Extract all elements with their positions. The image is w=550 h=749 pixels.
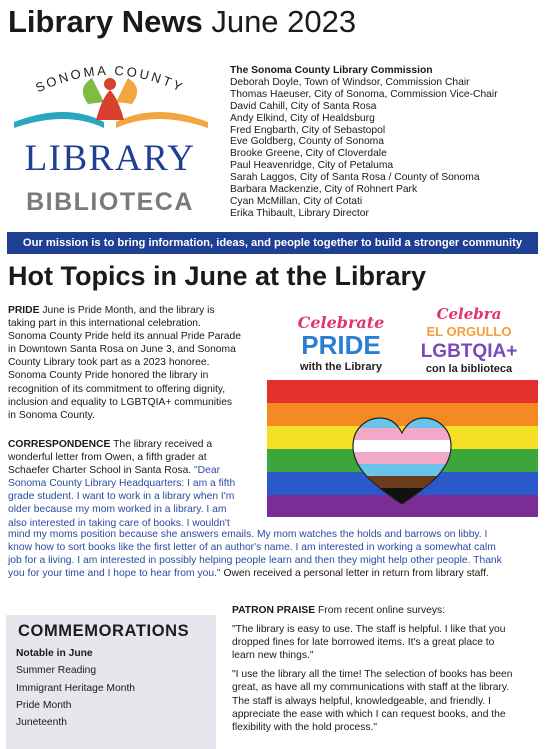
list-item: Juneteenth	[16, 717, 67, 729]
svg-text:con la biblioteca: con la biblioteca	[425, 363, 513, 375]
commission-member: Andy Elkind, City of Healdsburg	[230, 112, 375, 124]
section-heading: Hot Topics in June at the Library	[8, 261, 427, 291]
celebrate-pride-graphic	[286, 310, 396, 375]
masthead-title	[8, 4, 356, 40]
praise-quote: "I use the library all the time! The selection of books has been great, as have all my communications with staff at the library. The staff is always helpful, knowledgeable, and friendly. I appreciate the ease with which I can request books, and the flexibility with the hold process."	[232, 669, 513, 733]
commission-title: The Sonoma County Library Commission	[230, 65, 433, 76]
patron-praise: PATRON PRAISE From recent online surveys: "The library is easy to use. The staff is helpful. I like that you dropped fines for late borrowed items. It's a great place to learn new things." "I use the library all the time! The selection of books has been great, as have all my communications with staff at the library. The staff is always helpful, knowledgeable, and friendly. I appreciate the ease with which I can request books, and the flexibility with the hold process."	[232, 604, 540, 740]
svg-text:EL ORGULLO: EL ORGULLO	[426, 324, 512, 339]
commission-member: Cyan McMillan, City of Cotati	[230, 195, 363, 207]
list-item: Summer Reading	[16, 665, 97, 677]
commission-member: Paul Heavenridge, City of Petaluma	[230, 160, 394, 172]
commission-member: Deborah Doyle, Town of Windsor, Commission Chair	[230, 76, 470, 88]
svg-text:Celebra: Celebra	[436, 305, 502, 323]
commission-member: Brooke Greene, City of Cloverdale	[230, 148, 387, 160]
list-item: Immigrant Heritage Month	[16, 682, 136, 694]
commission-member: Sarah Laggos, City of Santa Rosa / County of Sonoma	[230, 172, 480, 184]
commemorations-title: COMMEMORATIONS	[18, 622, 190, 640]
commission-member: Eve Goldberg, County of Sonoma	[230, 136, 384, 148]
praise-lead: PATRON PRAISE	[232, 605, 316, 616]
newsletter-name: Library News	[8, 4, 203, 39]
logo-library: LIBRARY	[24, 138, 196, 179]
list-item: Notable in June	[16, 648, 93, 659]
pride-flag-image	[267, 380, 538, 517]
correspondence-letter-continued: mind my moms position because she answers emails. My mom watches the holds and barrows on libby. I know how to sort books like the first letter of an author's name. I am interested in working a somewhat calm job for a living. I am interested in possibly helping people learn and then they might help other people. Thank you for your time and I hope to hear from you." Owen received a personal letter in return from library staff.	[8, 529, 502, 580]
commission-member: Erika Thibault, Library Director	[230, 207, 369, 219]
svg-text:Celebrate: Celebrate	[297, 313, 385, 332]
commemorations-list	[16, 645, 135, 731]
list-item: Pride Month	[16, 699, 72, 711]
mission-banner: Our mission is to bring information, ideas, and people together to build a stronger community	[7, 232, 538, 254]
issue-date: June 2023	[211, 4, 357, 39]
logo-arc-text: SONOMA COUNTY	[33, 62, 187, 96]
pride-paragraph: PRIDE June is Pride Month, and the library is taking part in this international celebration. Sonoma County Pride held its annual Pride Parade in Downtown Santa Rosa on June 3, and Sonoma County Library took part as a 2023 honoree. Sonoma County Pride honored the library in recognition of its commitment to offering dignity, inclusion and equality to LGBTQIA+ communities in Sonoma County.	[8, 305, 241, 421]
correspondence-paragraph: CORRESPONDENCE The library received a wonderful letter from Owen, a fifth grader at Schaefer Charter School in Santa Rosa. "Dear Sonoma County Library Headquarters: I am a fifth grade student. I want to work in a library when I'm older because my mom worked in a library. I am also interested in taking care of books. I wouldn't	[8, 439, 236, 529]
praise-quote: "The library is easy to use. The staff is helpful. I like that you dropped fines for late borrowed items. It's a great place to learn new things."	[232, 624, 506, 662]
celebra-el-orgullo-graphic	[408, 304, 530, 376]
pride-lead: PRIDE	[8, 305, 40, 316]
commission-member: David Cahill, City of Santa Rosa	[230, 100, 377, 112]
commission-member: Barbara Mackenzie, City of Rohnert Park	[230, 184, 418, 196]
svg-text:LGBTQIA+: LGBTQIA+	[420, 341, 518, 362]
commission-member: Thomas Haeuser, City of Sonoma, Commission Vice-Chair	[230, 88, 498, 100]
svg-text:PRIDE: PRIDE	[301, 330, 381, 360]
sonoma-county-library-logo	[6, 60, 214, 222]
logo-biblioteca: BIBLIOTECA	[26, 188, 194, 216]
commission-roster	[230, 65, 498, 220]
correspondence-lead: CORRESPONDENCE	[8, 439, 111, 450]
svg-text:with the Library: with the Library	[300, 361, 382, 373]
commission-member: Fred Engbarth, City of Sebastopol	[230, 124, 386, 136]
